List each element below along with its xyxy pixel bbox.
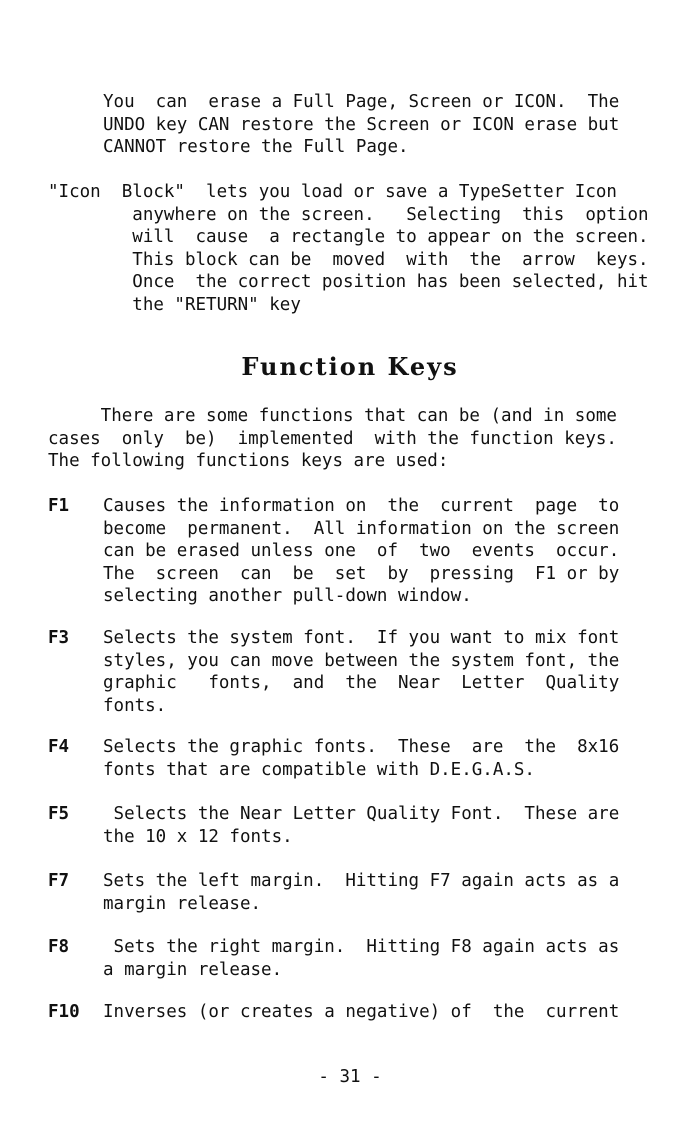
function-key-label: F4 [48,737,70,757]
function-key-description: Selects the system font. If you want to mix font styles, you can move between the system font, the graphic fonts, and the Near Letter Quality fonts. [103,628,620,716]
section-heading: Function Keys [241,352,459,381]
function-key-description: Selects the graphic fonts. These are the 8x16 fonts that are compatible with D.E.G.A.S. [103,737,620,780]
function-key-description: Inverses (or creates a negative) of the current [103,1002,620,1022]
erase-paragraph: You can erase a Full Page, Screen or ICON. The UNDO key CAN restore the Screen or ICON erase but CANNOT restore the Full Page. [103,92,620,157]
icon-block-paragraph: "Icon Block" lets you load or save a TypeSetter Icon anywhere on the screen. Selecting this option will cause a rectangle to appear on the screen. This block can be moved with the arrow keys. Once the correct position has been selected, hit the "RETURN" key [48,182,649,315]
section-intro-paragraph: There are some functions that can be (and in some cases only be) implemented with the function keys. The following functions keys are used: [48,406,617,471]
function-key-description: Sets the right margin. Hitting F8 again acts as a margin release. [103,937,620,980]
function-key-label: F3 [48,628,70,648]
function-key-description: Sets the left margin. Hitting F7 again acts as a margin release. [103,871,620,914]
function-key-label: F10 [48,1002,80,1022]
page-number: - 31 - [318,1067,382,1087]
function-key-label: F1 [48,496,70,516]
function-key-description: Causes the information on the current page to become permanent. All information on the screen can be erased unless one of two events occur. The screen can be set by pressing F1 or by selecting another pull-down window. [103,496,620,606]
function-key-description: Selects the Near Letter Quality Font. These are the 10 x 12 fonts. [103,804,620,847]
function-key-label: F8 [48,937,70,957]
function-key-label: F7 [48,871,70,891]
function-key-label: F5 [48,804,70,824]
